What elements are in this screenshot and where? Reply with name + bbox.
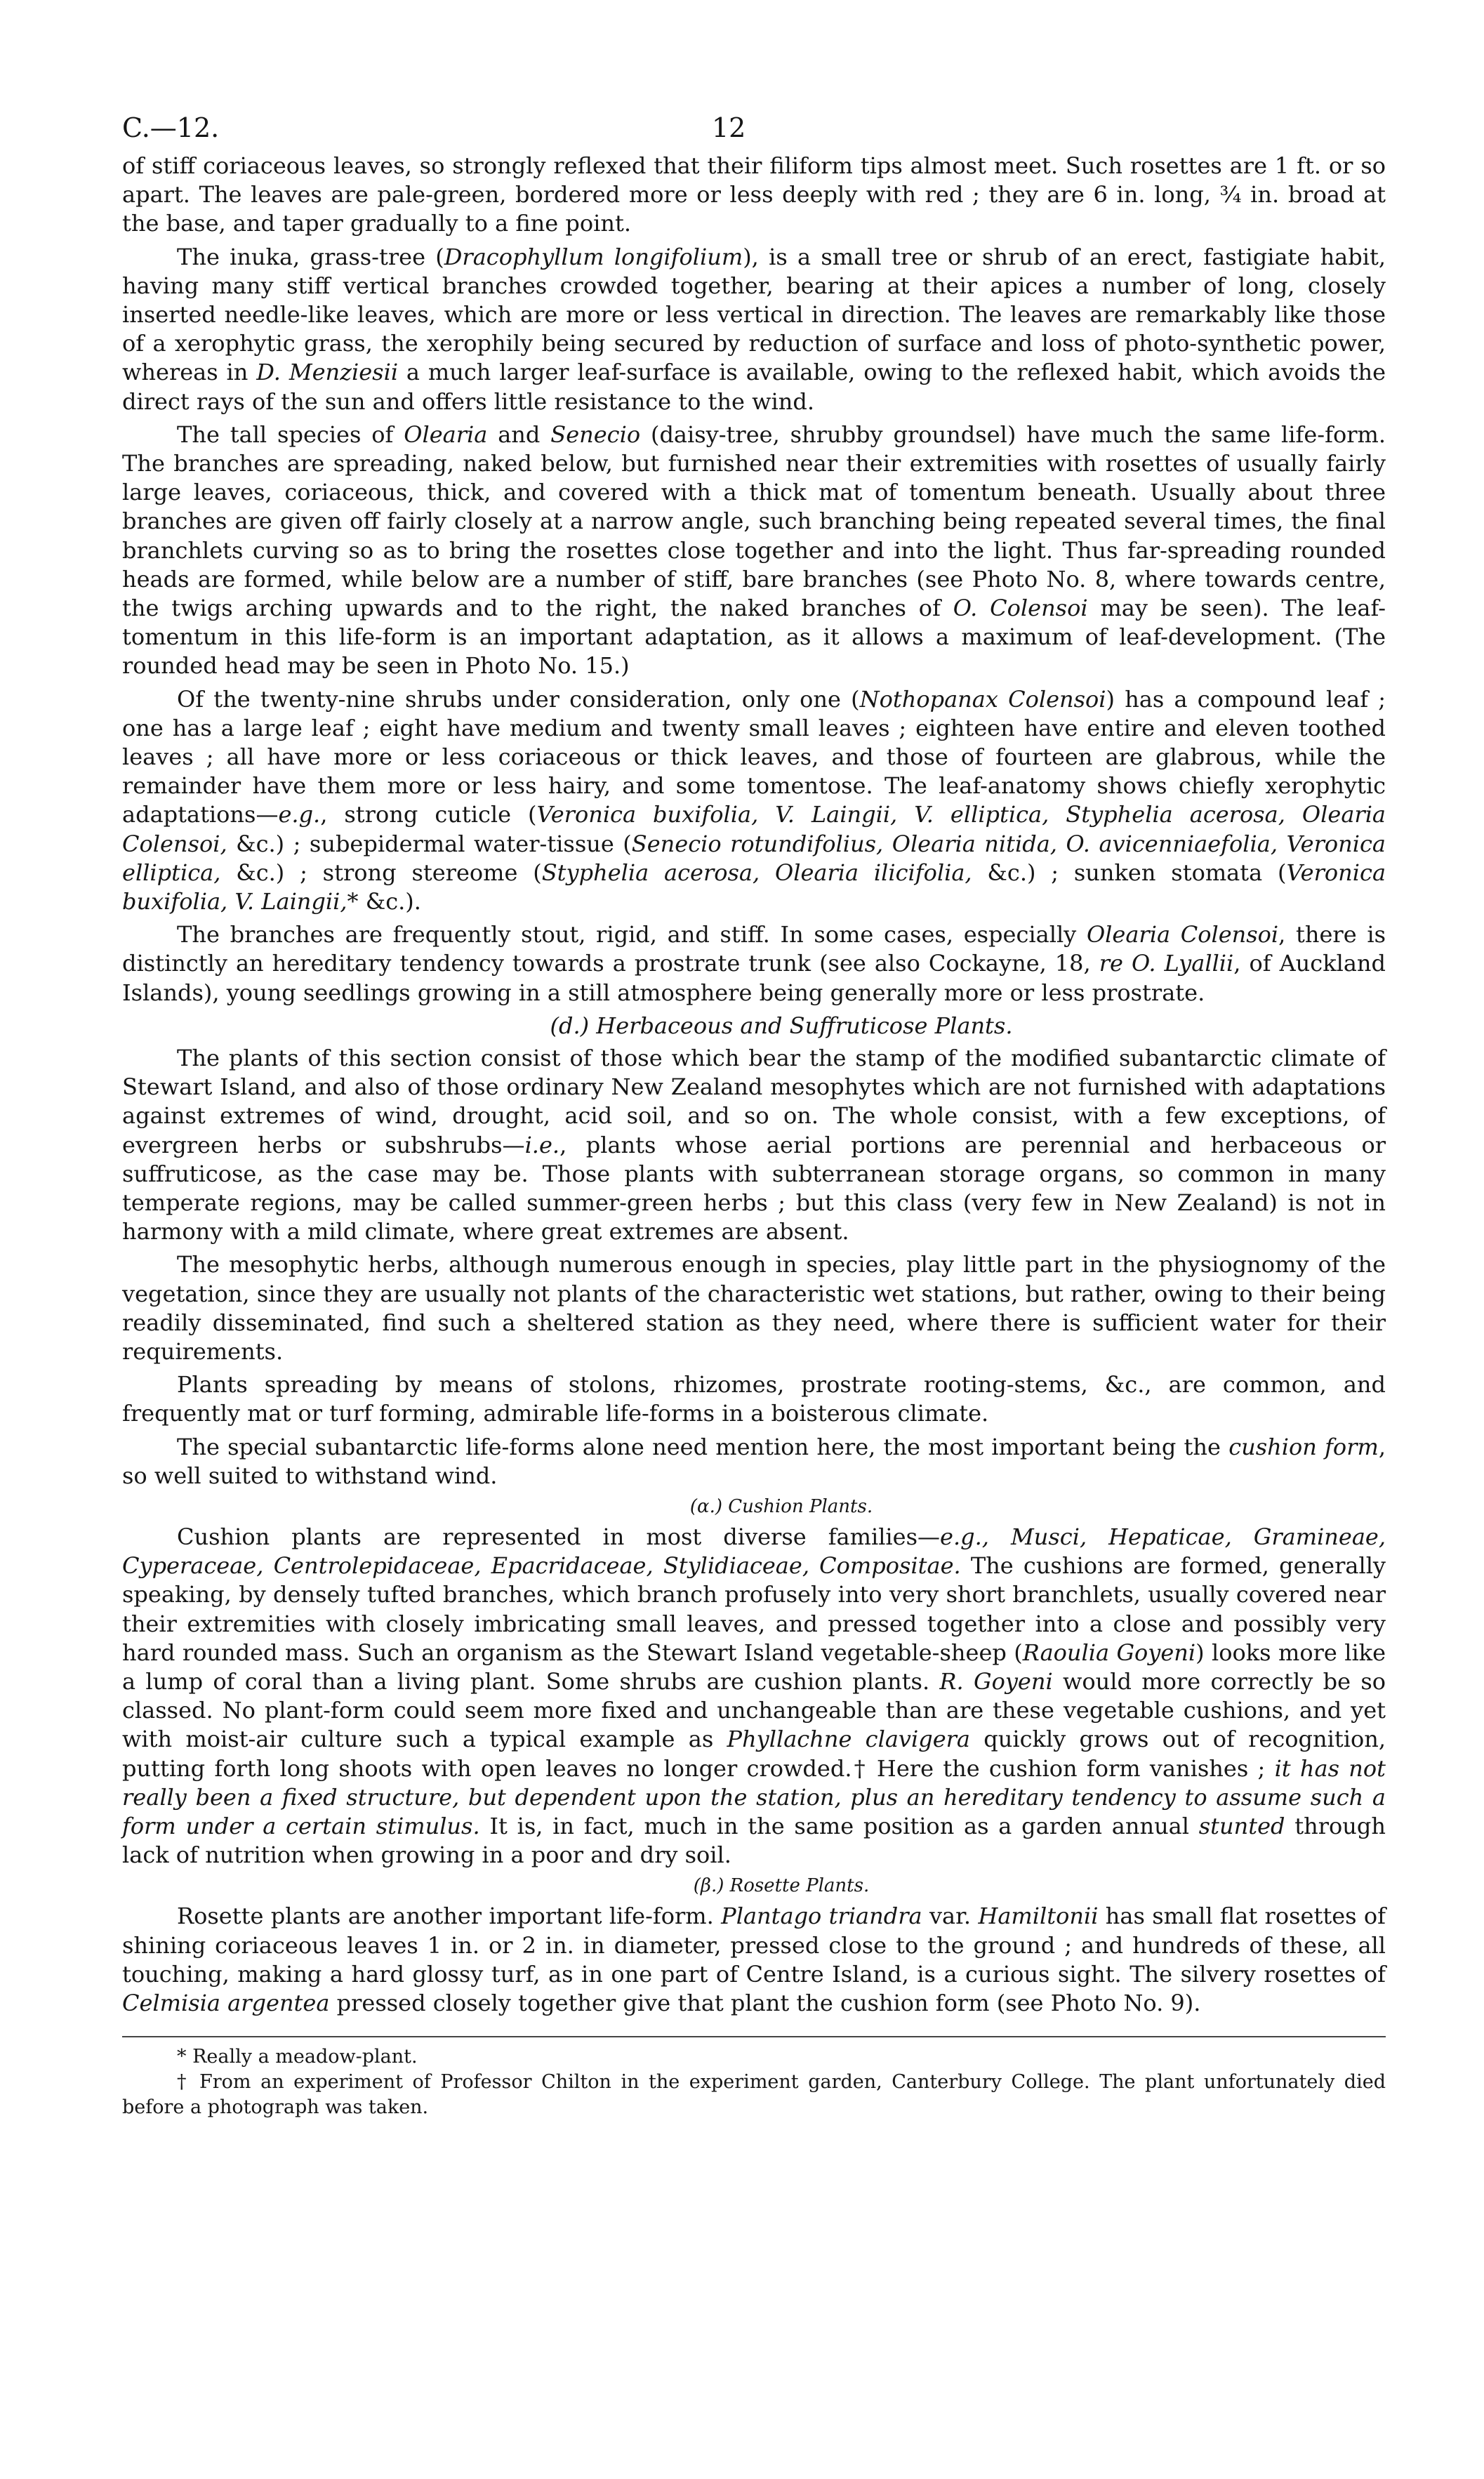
italic-run: Plantago triandra xyxy=(721,1903,922,1930)
italic-run: cushion form xyxy=(1228,1433,1379,1460)
text-run: , so well suited to withstand wind. xyxy=(122,1433,1386,1489)
text-run: , there is distinctly an hereditary tendency towards a prostrate trunk (see also Cockayne, 18, xyxy=(122,921,1386,977)
text-run: The branches are frequently stout, rigid, and stiff. In some cases, especially xyxy=(177,921,1087,948)
italic-run: Veronica buxifolia, V. Laingii, V. elliptica, Styphelia acerosa, Olearia Colensoi, xyxy=(122,801,1386,857)
italic-run: Veronica buxifolia, V. Laingii, xyxy=(122,859,1386,915)
footnote-divider xyxy=(122,2036,1386,2037)
text-run: ), is a small tree or shrub of an erect, fastigiate habit, having many stiff vertical branches crowded together, bearing at their apices a number of long, closely inserted needle-like leaves, which are more or less vertical in direction. The leaves are remarkably like those of a xerophytic grass, the xerophily being secured by reduction of surface and loss of photo-synthetic power, whereas in xyxy=(122,243,1386,386)
text-run: through lack of nutrition when growing in a poor and dry soil. xyxy=(122,1812,1386,1869)
italic-run: Celmisia argentea xyxy=(122,1989,330,2016)
text-run: The tall species of xyxy=(177,421,404,448)
text-run: Cushion plants are represented in most diverse families— xyxy=(177,1523,941,1550)
text-run: , strong cuticle ( xyxy=(320,801,537,828)
text-run: It is, in fact, much in the same position as a garden annual xyxy=(479,1812,1199,1839)
paragraph xyxy=(122,1044,1386,1246)
text-run: and xyxy=(487,421,551,448)
italic-run: R. Goyeni xyxy=(939,1667,1053,1695)
text-run: ) looks more like a lump of coral than a living plant. Some shrubs are cushion plants. xyxy=(122,1639,1386,1695)
text-run: The plants of this section consist of those which bear the stamp of the modified subantarctic climate of Stewart Island, and also of those ordinary New Zealand mesophytes which are not furnished with adaptations against extremes of wind, drought, acid soil, and so on. The whole consist, with a few exceptions, of evergreen herbs or subshrubs— xyxy=(122,1044,1386,1158)
text-run: may be seen). The leaf-tomentum in this life-form is an important adaptation, as it allows a maximum of leaf-development. (The rounded head may be seen in Photo No. 15.) xyxy=(122,595,1386,680)
text-run: var. xyxy=(922,1903,979,1930)
italic-run: Raoulia Goyeni xyxy=(1022,1639,1196,1666)
paragraph xyxy=(122,243,1386,416)
paragraph xyxy=(122,1250,1386,1366)
text-run: The mesophytic herbs, although numerous enough in species, play little part in the physiognomy of the vegetation, since they are usually not plants of the characteristic wet stations, but rather, owing to their being readily disseminated, find such a sheltered station as they need, where there is sufficient water for their requirements. xyxy=(122,1251,1386,1365)
italic-run: O. Colensoi xyxy=(953,595,1088,622)
italic-run: i.e. xyxy=(524,1131,560,1158)
paragraph xyxy=(122,1902,1386,2018)
text-run: * &c.). xyxy=(347,888,421,915)
footnote-dagger: † From an experiment of Professor Chilton in the experiment garden, Canterbury College. The plant unfortunately died before a photograph was taken. xyxy=(122,2071,1386,2119)
footnote-star: * Really a meadow-plant. xyxy=(177,2046,418,2068)
text-run: &c.) ; sunken stomata ( xyxy=(972,859,1287,886)
text-run: Of the twenty-nine shrubs under consideration, only one ( xyxy=(177,685,860,713)
italic-run: Nothopanax Colensoi xyxy=(859,685,1106,713)
document-reference: C.—12. xyxy=(122,112,220,143)
text-run: &c.) ; strong stereome ( xyxy=(220,859,542,886)
italic-run: Dracophyllum longifolium xyxy=(444,243,743,270)
italic-run: D. Menziesii xyxy=(256,359,399,386)
page-header xyxy=(122,84,1386,152)
paragraph xyxy=(122,152,1386,239)
italic-run: stunted xyxy=(1198,1812,1285,1839)
subsection-heading: (α.) Cushion Plants. xyxy=(689,1495,873,1517)
italic-run: e.g. xyxy=(278,801,321,828)
text-run: The special subantarctic life-forms alone need mention here, the most important being the xyxy=(177,1433,1229,1460)
text-run: , plants whose aerial portions are perennial and herbaceous or suffruticose, as the case may be. Those plants with subterranean storage organs, so common in many temperate regions, may be called summer-green herbs ; but this class (very few in New Zealand) is not in harmony with a mild climate, where great extremes are absent. xyxy=(122,1131,1386,1245)
italic-run: re O. Lyallii xyxy=(1099,950,1234,977)
page-number: 12 xyxy=(712,112,746,143)
text-run: &c.) ; subepidermal water-tissue ( xyxy=(227,830,632,857)
paragraph xyxy=(122,421,1386,681)
text-run: The cushions are formed, generally speaking, by densely tufted branches, which branch profusely into very short branchlets, usually covered near their extremities with closely imbricating small leaves, and pressed together into a close and possibly very hard rounded mass. Such an organism as the Stewart Island vegetable-sheep ( xyxy=(122,1552,1386,1666)
footnotes xyxy=(122,2044,1386,2120)
text-run: Rosette plants are another important life-form. xyxy=(177,1903,722,1930)
text-run: quickly grows out of recognition, putting forth long shoots with open leaves no longer crowded.† Here the cushion form vanishes ; xyxy=(122,1726,1386,1782)
text-run: , of Auckland Islands), young seedlings growing in a still atmosphere being generally more or less prostrate. xyxy=(122,950,1386,1006)
text-run: would more correctly be so classed. No plant-form could seem more fixed and unchangeable than are these vegetable cushions, and yet with moist-air culture such a typical example as xyxy=(122,1667,1386,1753)
italic-run: it has not really been a fixed structure, but dependent upon the station, plus an hereditary tendency to assume such a form under a certain stimulus. xyxy=(122,1754,1386,1839)
italic-run: Olearia xyxy=(404,421,488,448)
text-run: ) has a compound leaf ; one has a large leaf ; eight have medium and twenty small leaves ; eighteen have entire and eleven toothed leaves ; all have more or less coriaceous or thick leaves, and those of fourteen are glabrous, while the remainder have them more or less hairy, and some tomentose. The leaf-anatomy shows chiefly xerophytic adaptations— xyxy=(122,685,1386,828)
text-run: Plants spreading by means of stolons, rhizomes, prostrate rooting-stems, &c., are common, and frequently mat or turf forming, admirable life-forms in a boisterous climate. xyxy=(122,1371,1386,1427)
paragraph xyxy=(122,685,1386,917)
paragraph xyxy=(122,1523,1386,1870)
text-run: of stiff coriaceous leaves, so strongly reflexed that their filiform tips almost meet. Such rosettes are 1 ft. or so apart. The leaves are pale-green, bordered more or less deeply with red ; they are 6 in. long, ¾ in. broad at the base, and taper gradually to a fine point. xyxy=(122,152,1386,237)
italic-run: e.g., Musci, Hepaticae, Gramineae, Cyperaceae, Centrolepidaceae, Epacridaceae, Stylidiaceae, Compositae. xyxy=(122,1523,1386,1580)
paragraph xyxy=(122,920,1386,1007)
paragraph xyxy=(122,1370,1386,1428)
text-run: a much larger leaf-surface is available, owing to the reflexed habit, which avoids the direct rays of the sun and offers little resistance to the wind. xyxy=(122,359,1386,415)
text-run: (daisy-tree, shrubby groundsel) have much the same life-form. The branches are spreading, naked below, but furnished near their extremities with rosettes of usually fairly large leaves, coriaceous, thick, and covered with a thick mat of tomentum beneath. Usually about three branches are given off fairly closely at a narrow angle, such branching being repeated several times, the final branchlets curving so as to bring the rosettes close together and into the light. Thus far-spreading rounded heads are formed, while below are a number of stiff, bare branches (see Photo No. 8, where towards centre, the twigs arching upwards and to the right, the naked branches of xyxy=(122,421,1386,622)
italic-run: Styphelia acerosa, Olearia ilicifolia, xyxy=(541,859,972,886)
text-run: pressed closely together give that plant the cushion form (see Photo No. 9). xyxy=(329,1989,1201,2016)
text-run: The inuka, grass-tree ( xyxy=(177,243,444,270)
italic-run: Senecio xyxy=(550,421,641,448)
italic-run: Hamiltonii xyxy=(978,1903,1099,1930)
paragraph xyxy=(122,1433,1386,1490)
italic-run: Phyllachne clavigera xyxy=(727,1726,971,1753)
italic-run: Olearia Colensoi xyxy=(1086,921,1279,948)
subsection-heading: (β.) Rosette Plants. xyxy=(693,1875,870,1897)
text-run: has small flat rosettes of shining coriaceous leaves 1 in. or 2 in. in diameter, pressed close to the ground ; and hundreds of these, all touching, making a hard glossy turf, as in one part of Centre Island, is a curious sight. The silvery rosettes of xyxy=(122,1903,1386,1988)
body-text xyxy=(122,152,1386,2018)
italic-run: Senecio rotundifolius, Olearia nitida, O. avicenniaefolia, Veronica elliptica, xyxy=(122,830,1386,886)
section-heading: (d.) Herbaceous and Suffruticose Plants. xyxy=(550,1012,1013,1039)
